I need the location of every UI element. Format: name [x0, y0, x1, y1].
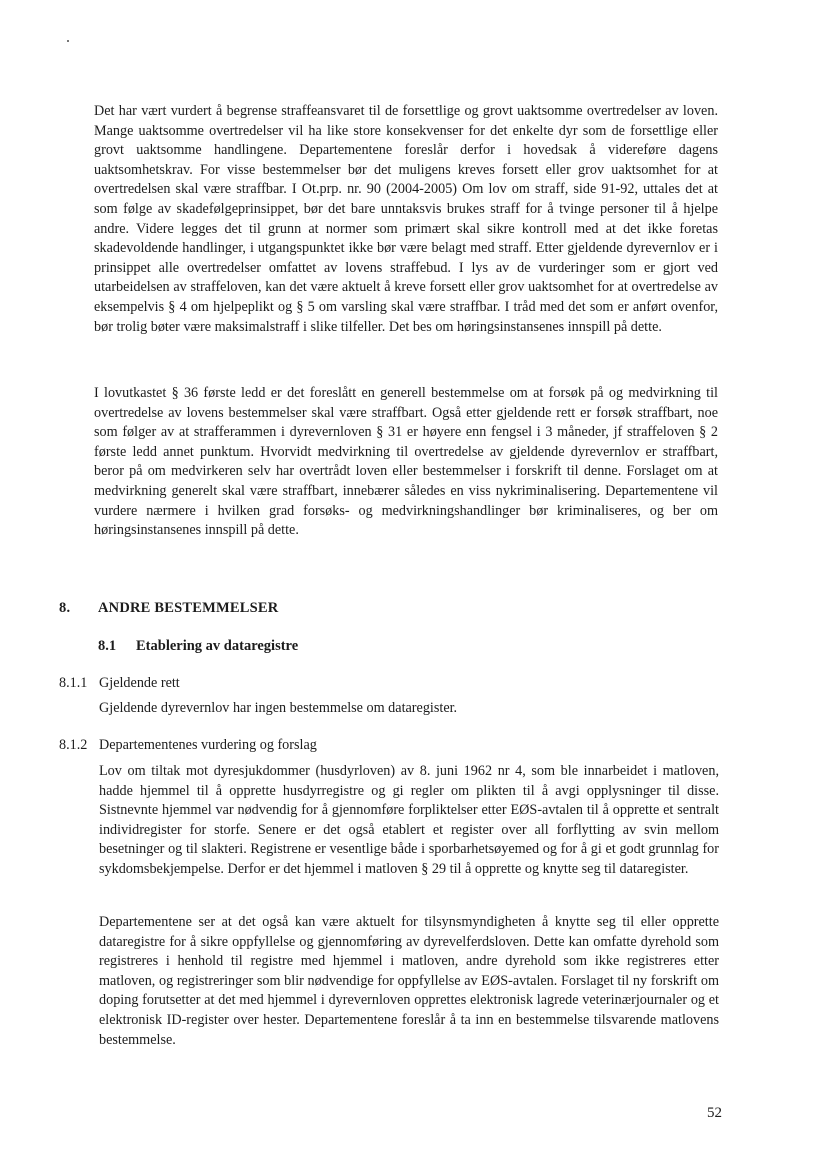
page-number: 52	[707, 1105, 722, 1121]
subsubsection-title: Departementenes vurdering og forslag	[99, 737, 317, 753]
subsubsection-number: 8.1.1	[59, 675, 88, 691]
section-title: ANDRE BESTEMMELSER	[98, 600, 279, 616]
scan-speck	[67, 40, 69, 42]
subsubsection-heading	[59, 737, 317, 754]
body-paragraph: Det har vært vurdert å begrense straffeansvaret til de forsettlige og grovt uaktsomme overtredelser av loven. Mange uaktsomme overtredelser vil ha like store konsekvenser for det enkelte dyr som de forsettlige eller grovt uaktsomme handlingene. Departementene foreslår derfor i hovedsak å videreføre dagens uaktsomhetskrav. For visse bestemmelser bør det muligens kreves forsett eller grov uaktsomhet for at overtredelsen skal være straffbar. I Ot.prp. nr. 90 (2004-2005) Om lov om straff, side 91-92, uttales det at som følge av skadefølgeprinsippet, bør det bare unntaksvis brukes straff for å tvinge personer til å hjelpe andre. Videre legges det til grunn at normer som primært skal sikre kontroll med at det ikke foretas skadevoldende handlinger, i utgangspunktet ikke bør være belagt med straff. Etter gjeldende dyrevernlov er i prinsippet alle overtredelser omfattet av lovens straffebud. I lys av de vurderinger som er gjort ved utarbeidelsen av straffeloven, kan det være aktuelt å kreve forsett eller grov uaktsomhet for at overtredelse av eksempelvis § 4 om hjelpeplikt og § 5 om varsling skal være straffbar. I tråd med det som er anført ovenfor, bør trolig bøter være maksimalstraff i slike tilfeller. Det bes om høringsinstansenes innspill på dette.	[94, 103, 718, 335]
body-paragraph: I lovutkastet § 36 første ledd er det foreslått en generell bestemmelse om at forsøk på og medvirkning til overtredelse av lovens bestemmelser skal være straffbart. Også etter gjeldende rett er forsøk straffbart, noe som følger av at strafferammen i dyrevernloven § 31 er høyere enn fengsel i 3 måneder, jf straffeloven § 2 første ledd annet punktum. Hvorvidt medvirkning til overtredelse av gjeldende dyrevernlov er straffbart, beror på om medvirkeren selv har overtrådt loven eller bestemmelser i forskrift til denne. Forslaget om at medvirkning generelt skal være straffbart, innebærer således en viss nykriminalisering. Departementene vil vurdere nærmere i hvilken grad forsøks- og medvirkningshandlinger bør kriminaliseres, og ber om høringsinstansenes innspill på dette.	[94, 385, 718, 539]
body-paragraph: Lov om tiltak mot dyresjukdommer (husdyrloven) av 8. juni 1962 nr 4, som ble innarbeidet i matloven, hadde hjemmel til å opprette husdyrregistre og gi regler om plikten til å avgi opplysninger til disse. Sistnevnte hjemmel var nødvendig for å gjennomføre forpliktelser etter EØS-avtalen til å opprette et sentralt individregister for storfe. Senere er det også etablert et register over all forflytting av svin mellom besetninger og til slakteri. Registrene er vesentlige både i sporbarhetsøyemed og for å gi et godt grunnlag for sykdomsbekjempelse. Derfor er det hjemmel i matloven § 29 til å opprette og knytte seg til dataregister.	[99, 763, 719, 877]
subsubsection-title: Gjeldende rett	[99, 675, 180, 691]
section-number: 8.	[59, 600, 71, 616]
subsubsection-heading	[59, 675, 180, 692]
body-paragraph: Departementene ser at det også kan være aktuelt for tilsynsmyndigheten å knytte seg til eller opprette dataregistre for å sikre oppfyllelse og gjennomføring av dyrevelferdsloven. Dette kan omfatte dyrehold som registreres i henhold til registre med hjemmel i matloven, andre dyrehold som ikke registreres etter matloven, og registreringer som blir nødvendige for oppfyllelse av EØS-avtalen. Forslaget til ny forskrift om doping forutsetter at det med hjemmel i dyrevernloven opprettes elektronisk lagrede veterinærjournaler og et elektronisk ID-register over hester. Departementene foreslår å ta inn en bestemmelse tilsvarende matlovens bestemmelse.	[99, 914, 719, 1048]
body-paragraph: Gjeldende dyrevernlov har ingen bestemmelse om dataregister.	[99, 700, 458, 716]
subsubsection-number: 8.1.2	[59, 737, 88, 753]
subsection-heading	[98, 638, 298, 655]
subsection-number: 8.1	[98, 638, 117, 654]
subsection-title: Etablering av dataregistre	[136, 638, 299, 654]
section-heading	[59, 600, 278, 617]
